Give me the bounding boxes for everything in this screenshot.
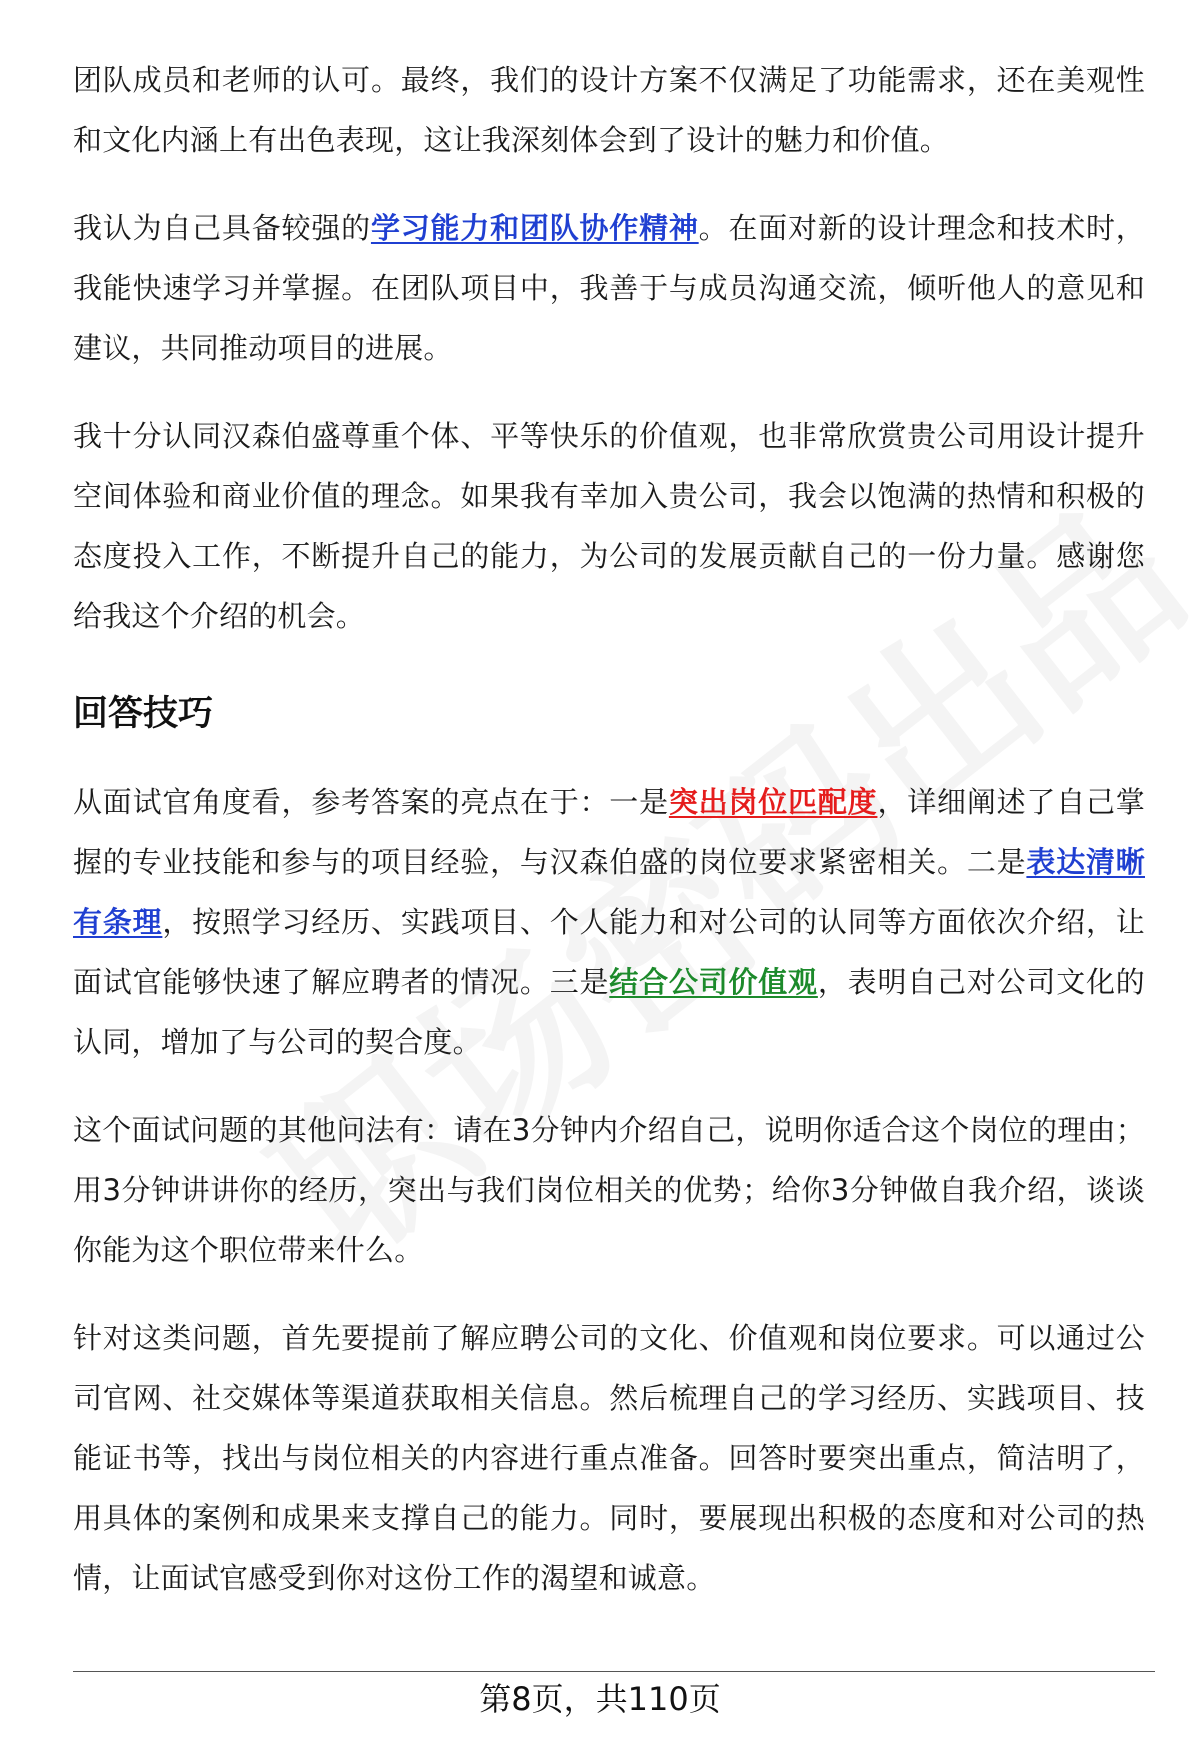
- section-heading: 回答技巧: [73, 694, 214, 734]
- paragraph-2-text-after: 。在面对新的设计理念和技术时，我能快速学习并掌握。在团队项目中，我善于与成员沟通交流，倾听他人的意见和建议，共同推动项目的进展。: [73, 211, 1145, 365]
- page-number: 第8页，共110页: [479, 1680, 721, 1718]
- paragraph-3: [73, 406, 1145, 646]
- paragraph-5-text: 这个面试问题的其他问法有：请在3分钟内介绍自己，说明你适合这个岗位的理由；用3分钟讲讲你的经历，突出与我们岗位相关的优势；给你3分钟做自我介绍，谈谈你能为这个职位带来什么。: [73, 1113, 1145, 1267]
- paragraph-1-text: 团队成员和老师的认可。最终，我们的设计方案不仅满足了功能需求，还在美观性和文化内涵上有出色表现，这让我深刻体会到了设计的魅力和价值。: [73, 63, 1145, 157]
- footer-divider: [73, 1671, 1155, 1672]
- highlight-clear-expression: 表达清晰有条理: [73, 845, 1145, 939]
- paragraph-3-text: 我十分认同汉森伯盛尊重个体、平等快乐的价值观，也非常欣赏贵公司用设计提升空间体验和商业价值的理念。如果我有幸加入贵公司，我会以饱满的热情和积极的态度投入工作，不断提升自己的能力，为公司的发展贡献自己的一份力量。感谢您给我这个介绍的机会。: [73, 419, 1145, 633]
- paragraph-4-part-2: ，详细阐述了自己掌握的专业技能和参与的项目经验，与汉森伯盛的岗位要求紧密相关。二是: [73, 785, 1145, 879]
- paragraph-5: [73, 1100, 1145, 1280]
- paragraph-1: [73, 50, 1145, 170]
- highlight-learning-teamwork: 学习能力和团队协作精神: [370, 211, 699, 245]
- paragraph-4-part-3: ，按照学习经历、实践项目、个人能力和对公司的认同等方面依次介绍，让面试官能够快速了解应聘者的情况。三是: [73, 905, 1145, 999]
- paragraph-4-part-4: ，表明自己对公司文化的认同，增加了与公司的契合度。: [73, 965, 1145, 1059]
- highlight-company-values: 结合公司价值观: [609, 965, 818, 999]
- paragraph-4-part-1: 从面试官角度看，参考答案的亮点在于：一是: [73, 785, 669, 819]
- paragraph-4: [73, 772, 1145, 1072]
- paragraph-2: [73, 198, 1145, 378]
- highlight-job-match: 突出岗位匹配度: [668, 785, 878, 819]
- paragraph-6: [73, 1308, 1145, 1608]
- paragraph-2-text-before: 我认为自己具备较强的: [73, 211, 371, 245]
- paragraph-6-text: 针对这类问题，首先要提前了解应聘公司的文化、价值观和岗位要求。可以通过公司官网、社交媒体等渠道获取相关信息。然后梳理自己的学习经历、实践项目、技能证书等，找出与岗位相关的内容进行重点准备。回答时要突出重点，简洁明了，用具体的案例和成果来支撑自己的能力。同时，要展现出积极的态度和对公司的热情，让面试官感受到你对这份工作的渴望和诚意。: [73, 1321, 1145, 1595]
- document-body: [73, 50, 1145, 1636]
